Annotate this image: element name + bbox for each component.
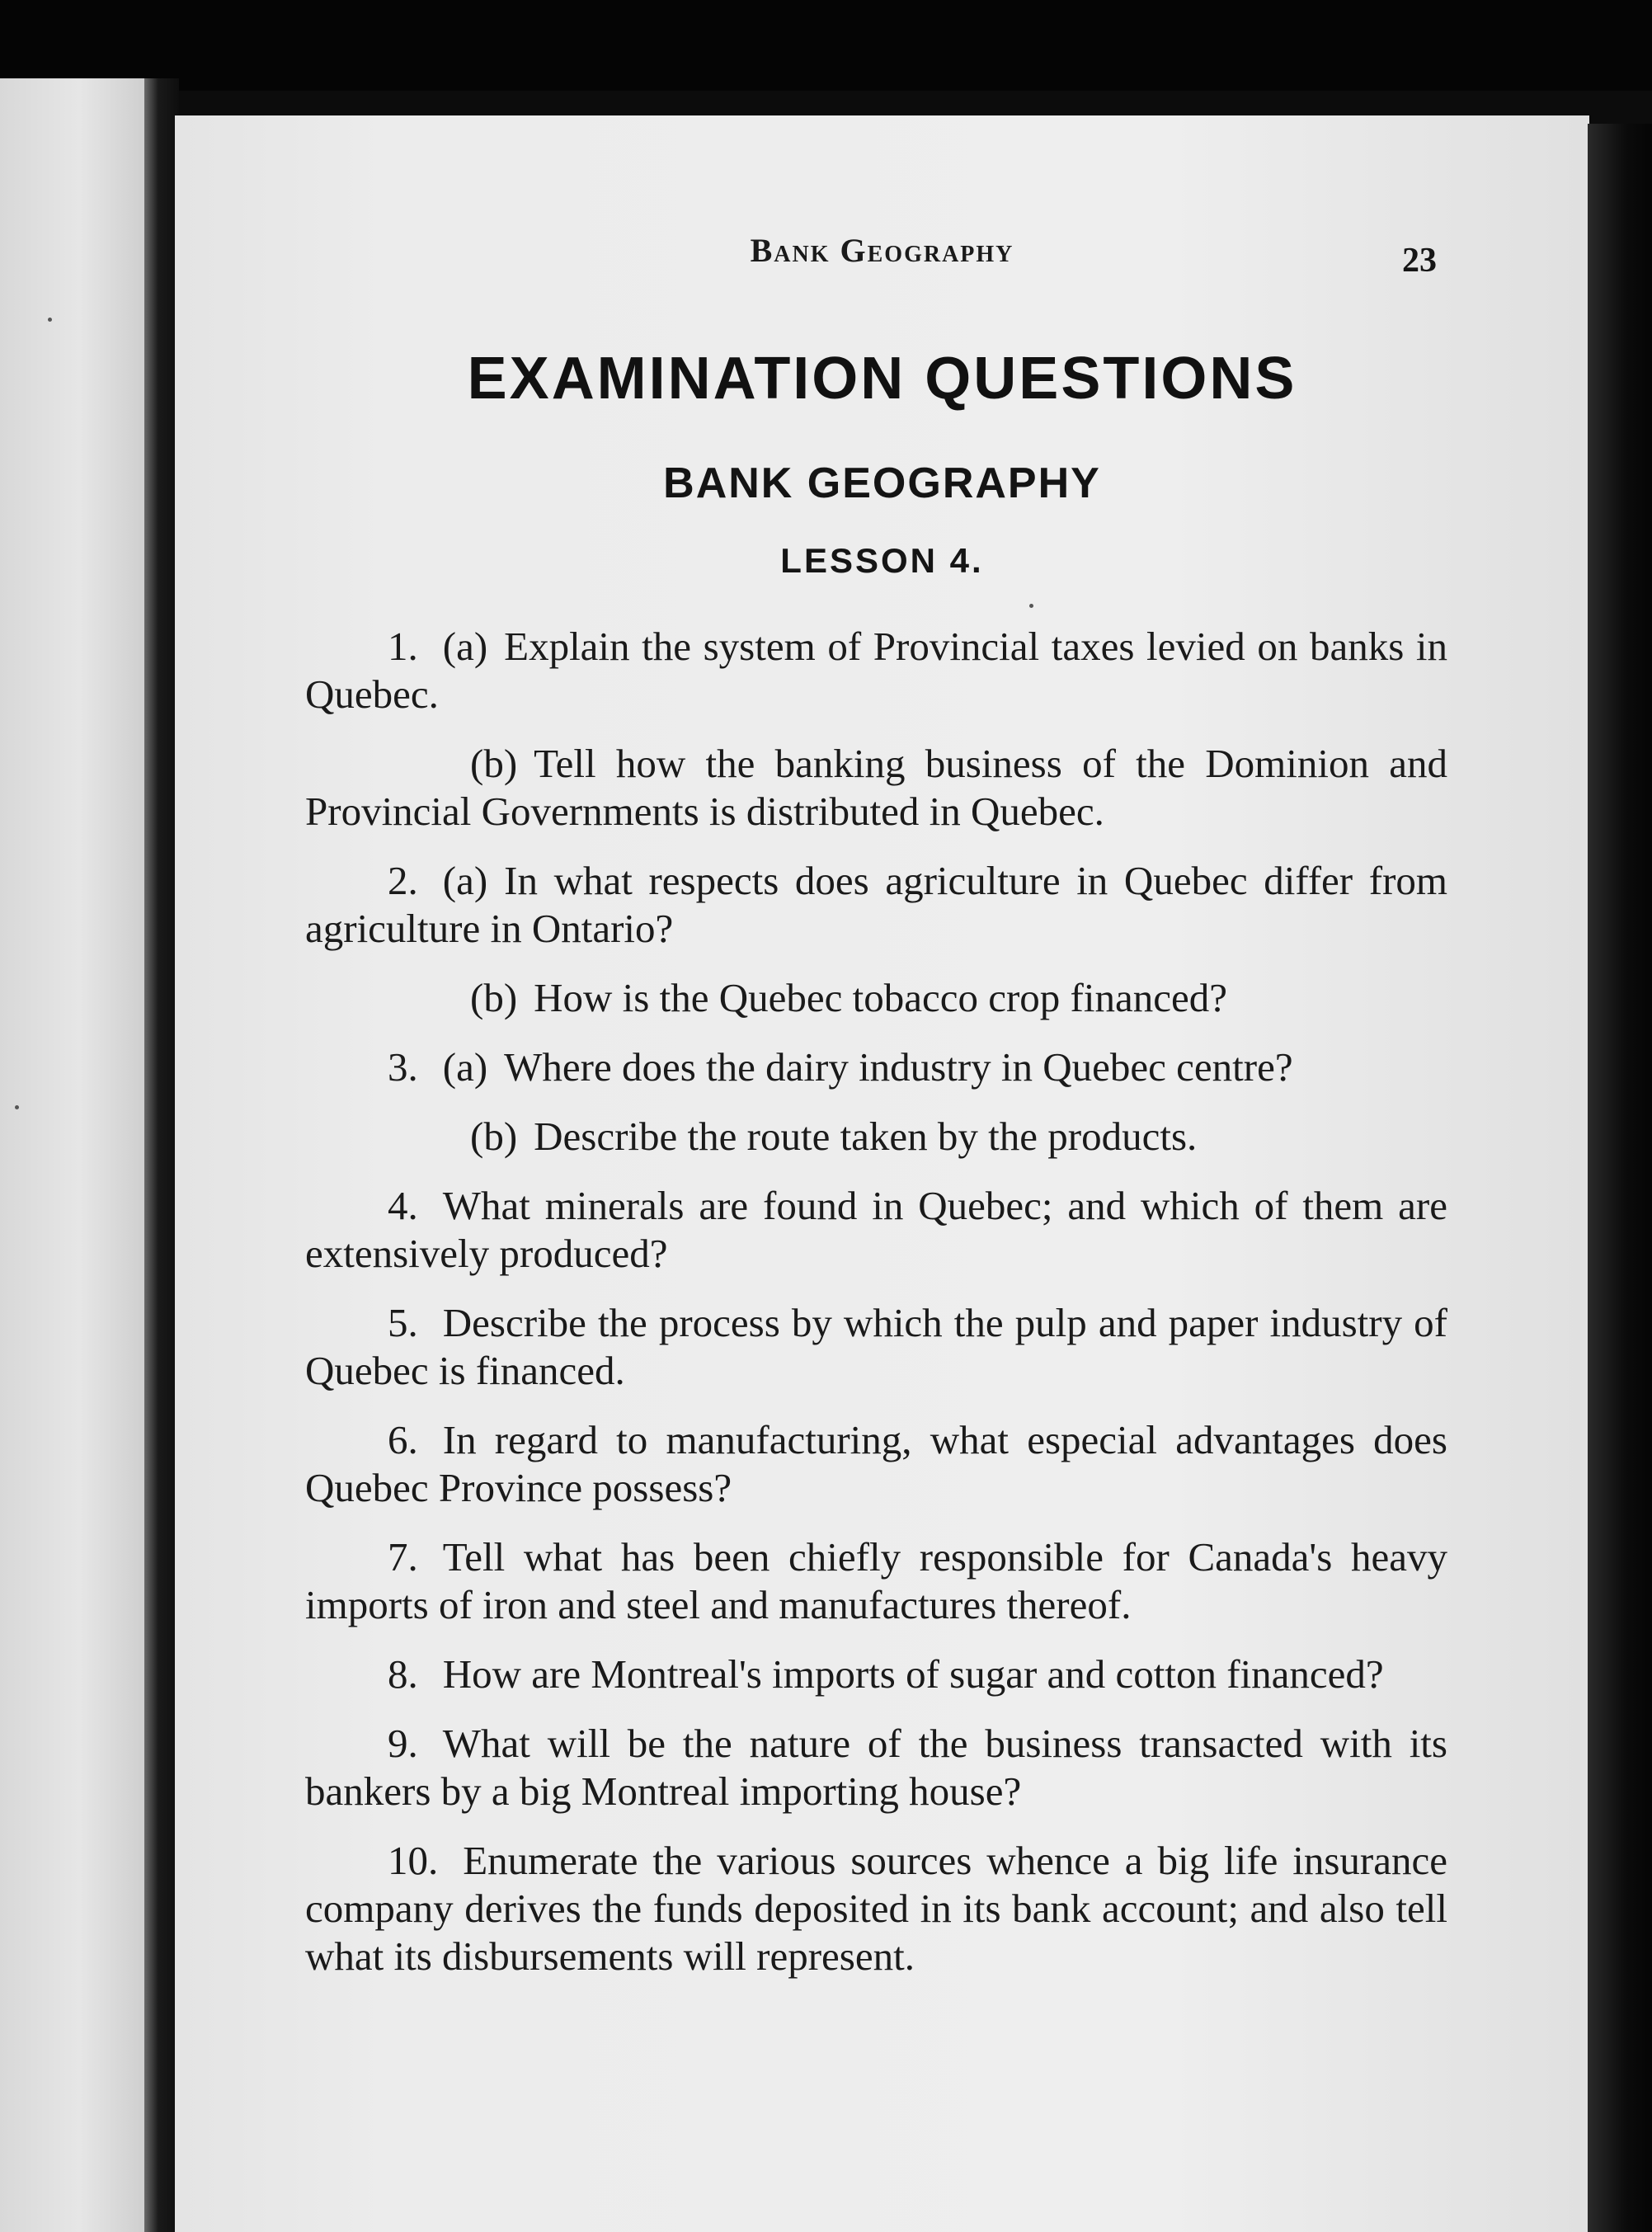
question-text: Describe the process by which the pulp and paper industry of Quebec is financed.: [305, 1300, 1447, 1393]
subject-heading: BANK GEOGRAPHY: [663, 459, 1101, 507]
question-number: 9.: [388, 1721, 418, 1766]
scan-speck: [48, 318, 52, 322]
question-item: [305, 857, 1447, 953]
question-number: 3.: [388, 1044, 418, 1090]
question-item: [305, 974, 1447, 1022]
page-number: 23: [1402, 242, 1437, 280]
question-number: 1.: [388, 624, 418, 669]
question-item: [305, 740, 1447, 836]
question-item: [305, 1416, 1447, 1512]
running-head: Bank Geography: [750, 232, 1014, 269]
scan-top-border: [0, 0, 1652, 91]
question-item: [305, 1650, 1447, 1698]
question-text: Tell how the banking business of the Dominion and Provincial Governments is distributed in Quebec.: [305, 741, 1447, 834]
question-item: [305, 1837, 1447, 1980]
scan-right-border: [1588, 124, 1652, 2232]
question-text: Tell what has been chiefly responsible for Canada's heavy imports of iron and steel and manufactures thereof.: [305, 1534, 1447, 1627]
question-item: [305, 623, 1447, 718]
question-part: (a): [442, 858, 488, 903]
question-part: (b): [470, 975, 518, 1020]
question-part: (b): [470, 1114, 518, 1159]
question-number: 6.: [388, 1417, 418, 1462]
question-number: 5.: [388, 1300, 418, 1345]
question-text: Explain the system of Provincial taxes levied on banks in Quebec.: [305, 624, 1447, 717]
question-item: [305, 1043, 1447, 1091]
question-number: 8.: [388, 1651, 418, 1697]
question-text: In what respects does agriculture in Quebec differ from agriculture in Ontario?: [305, 858, 1447, 951]
scan-speck: [15, 1105, 19, 1109]
question-text: How is the Quebec tobacco crop financed?: [534, 975, 1227, 1020]
question-item: [305, 1299, 1447, 1395]
question-text: How are Montreal's imports of sugar and cotton financed?: [442, 1651, 1384, 1697]
question-text: What minerals are found in Quebec; and which of them are extensively produced?: [305, 1183, 1447, 1276]
question-number: 2.: [388, 858, 418, 903]
question-item: [305, 1720, 1447, 1815]
facing-page-edge: [0, 78, 144, 2232]
question-item: [305, 1533, 1447, 1629]
scan-speck: [1029, 604, 1033, 608]
question-number: 10.: [388, 1838, 439, 1883]
question-part: (a): [442, 624, 488, 669]
question-part: (a): [442, 1044, 488, 1090]
book-gutter: [144, 78, 179, 2232]
question-text: Where does the dairy industry in Quebec centre?: [504, 1044, 1293, 1090]
question-item: [305, 1182, 1447, 1278]
question-part: (b): [470, 741, 518, 786]
question-number: 7.: [388, 1534, 418, 1580]
page-title: EXAMINATION QUESTIONS: [467, 346, 1297, 412]
question-text: What will be the nature of the business transacted with its bankers by a big Montreal importing house?: [305, 1721, 1447, 1814]
question-text: In regard to manufacturing, what especial advantages does Quebec Province possess?: [305, 1417, 1447, 1510]
question-text: Enumerate the various sources whence a big life insurance company derives the funds deposited in its bank account; and also tell what its disbursements will represent.: [305, 1838, 1447, 1979]
question-text: Describe the route taken by the products.: [534, 1114, 1198, 1159]
question-number: 4.: [388, 1183, 418, 1228]
question-item: [305, 1113, 1447, 1161]
lesson-heading: LESSON 4.: [780, 541, 984, 580]
question-list: [305, 623, 1447, 2002]
